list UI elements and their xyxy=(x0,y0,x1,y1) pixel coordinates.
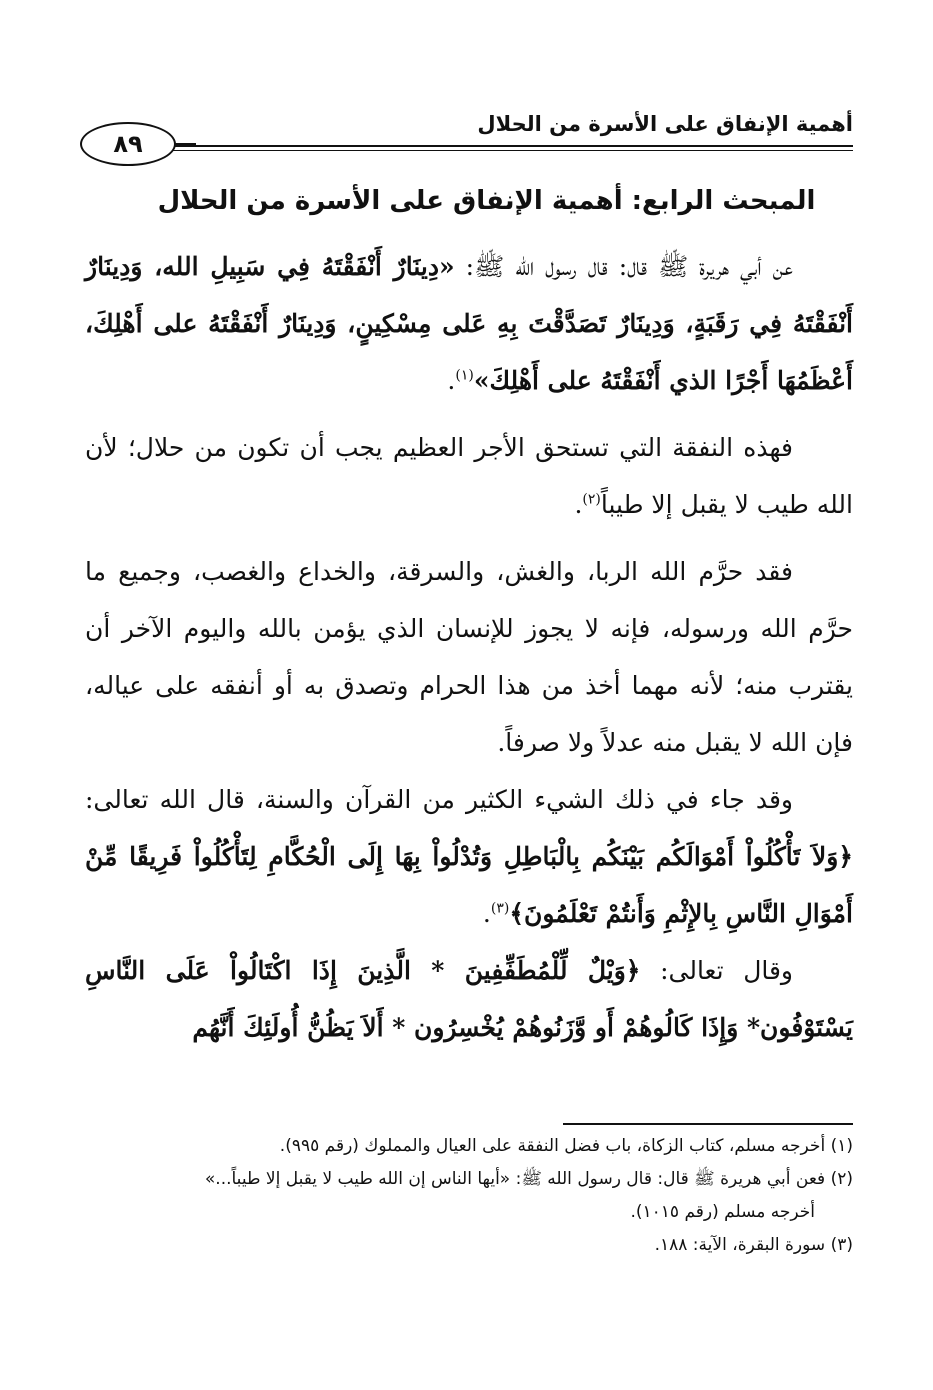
paragraph-2 xyxy=(85,419,853,533)
section-heading: المبحث الرابع: أهمية الإنفاق على الأسرة من الحلال xyxy=(157,186,816,216)
footnote-ref-3[interactable]: (٣) xyxy=(490,900,510,917)
footnotes xyxy=(85,1130,853,1262)
p1-intro: عن أبي هريرة ﷺ قال: قال رسول الله ﷺ: xyxy=(454,252,793,281)
footnote-ref-2[interactable]: (٢) xyxy=(582,491,601,508)
footnote-ref-1[interactable]: (١) xyxy=(455,367,474,384)
footnote-text: أخرجه مسلم، كتاب الزكاة، باب فضل النفقة على العيال والمملوك (رقم ٩٩٥). xyxy=(279,1136,826,1156)
body-text xyxy=(85,238,853,1056)
footnote-text: سورة البقرة، الآية: ١٨٨. xyxy=(654,1235,826,1255)
paragraph-1 xyxy=(85,238,853,409)
footnote-2-continuation: أخرجه مسلم (رقم ١٠١٥). xyxy=(630,1202,815,1222)
p5-quran-verse: ﴿وَيْلٌ لِّلْمُطَفِّفِينَ * الَّذِينَ إِذَا اكْتَالُواْ عَلَى النَّاسِ يَسْتَوْفُون* وَإِذَا كَالُوهُمْ أَو وَّزَنُوهُمْ يُخْسِرُون * أَلاَ يَظُنُّ أُولَئِكَ أَنَّهُم xyxy=(85,956,853,1042)
footnote-separator xyxy=(563,1123,853,1125)
footnote-1 xyxy=(85,1130,853,1163)
p5-intro: وقال تعالى: xyxy=(640,956,793,985)
p4-intro: وقد جاء في ذلك الشيء الكثير من القرآن والسنة، قال الله تعالى: xyxy=(85,785,793,814)
p2-text: فهذه النفقة التي تستحق الأجر العظيم يجب أن تكون من حلال؛ لأن الله طيب لا يقبل إلا طيباً xyxy=(85,433,853,519)
page-number: ٨٩ xyxy=(80,122,176,166)
paragraph-5 xyxy=(85,942,853,1056)
p4-quran-verse: ﴿وَلاَ تَأْكُلُواْ أَمْوَالَكُم بَيْنَكُم بِالْبَاطِلِ وَتُدْلُواْ بِهَا إِلَى الْحُكَّامِ لِتَأْكُلُواْ فَرِيقًا مِّنْ أَمْوَالِ النَّاسِ بِالإِثْمِ وَأَنتُمْ تَعْلَمُونَ﴾ xyxy=(85,842,853,928)
footnote-text: فعن أبي هريرة ﷺ قال: قال رسول الله ﷺ: «أيها الناس إن الله طيب لا يقبل إلا طيباً...» xyxy=(204,1169,826,1189)
footnote-3 xyxy=(85,1229,853,1262)
footnote-number: (٢) xyxy=(830,1169,853,1189)
footnote-2 xyxy=(85,1163,853,1196)
footnote-number: (١) xyxy=(830,1136,853,1156)
p3-text: فقد حرَّم الله الربا، والغش، والسرقة، والخداع والغصب، وجميع ما حرَّم الله ورسوله، فإنه لا يجوز للإنسان الذي يؤمن بالله واليوم الآخر أن يقترب منه؛ لأنه مهما أخذ من هذا الحرام وتصدق به أو أنفقه على عياله، فإن الله لا يقبل منه عدلاً ولا صرفاً. xyxy=(85,557,853,757)
p1-hadith: «دِينَارٌ أَنْفَقْتَهُ فِي سَبِيلِ الله، وَدِينَارٌ أَنْفَقْتَهُ فِي رَقَبَةٍ، وَدِينَارٌ تَصَدَّقْتَ بِهِ عَلى مِسْكِينٍ، وَدِينَارٌ أَنْفَقْتَهُ على أَهْلِكَ، أَعْظَمُهَا أَجْرًا الذي أَنْفَقْتَهُ على أَهْلِكَ» xyxy=(85,252,853,395)
paragraph-4 xyxy=(85,771,853,942)
p4-end: . xyxy=(482,899,491,928)
paragraph-3 xyxy=(85,543,853,771)
p1-end: . xyxy=(447,366,456,395)
running-title: أهمية الإنفاق على الأسرة من الحلال xyxy=(477,112,853,136)
footnote-number: (٣) xyxy=(830,1235,853,1255)
p2-end: . xyxy=(574,490,583,519)
header-rule xyxy=(160,145,853,151)
